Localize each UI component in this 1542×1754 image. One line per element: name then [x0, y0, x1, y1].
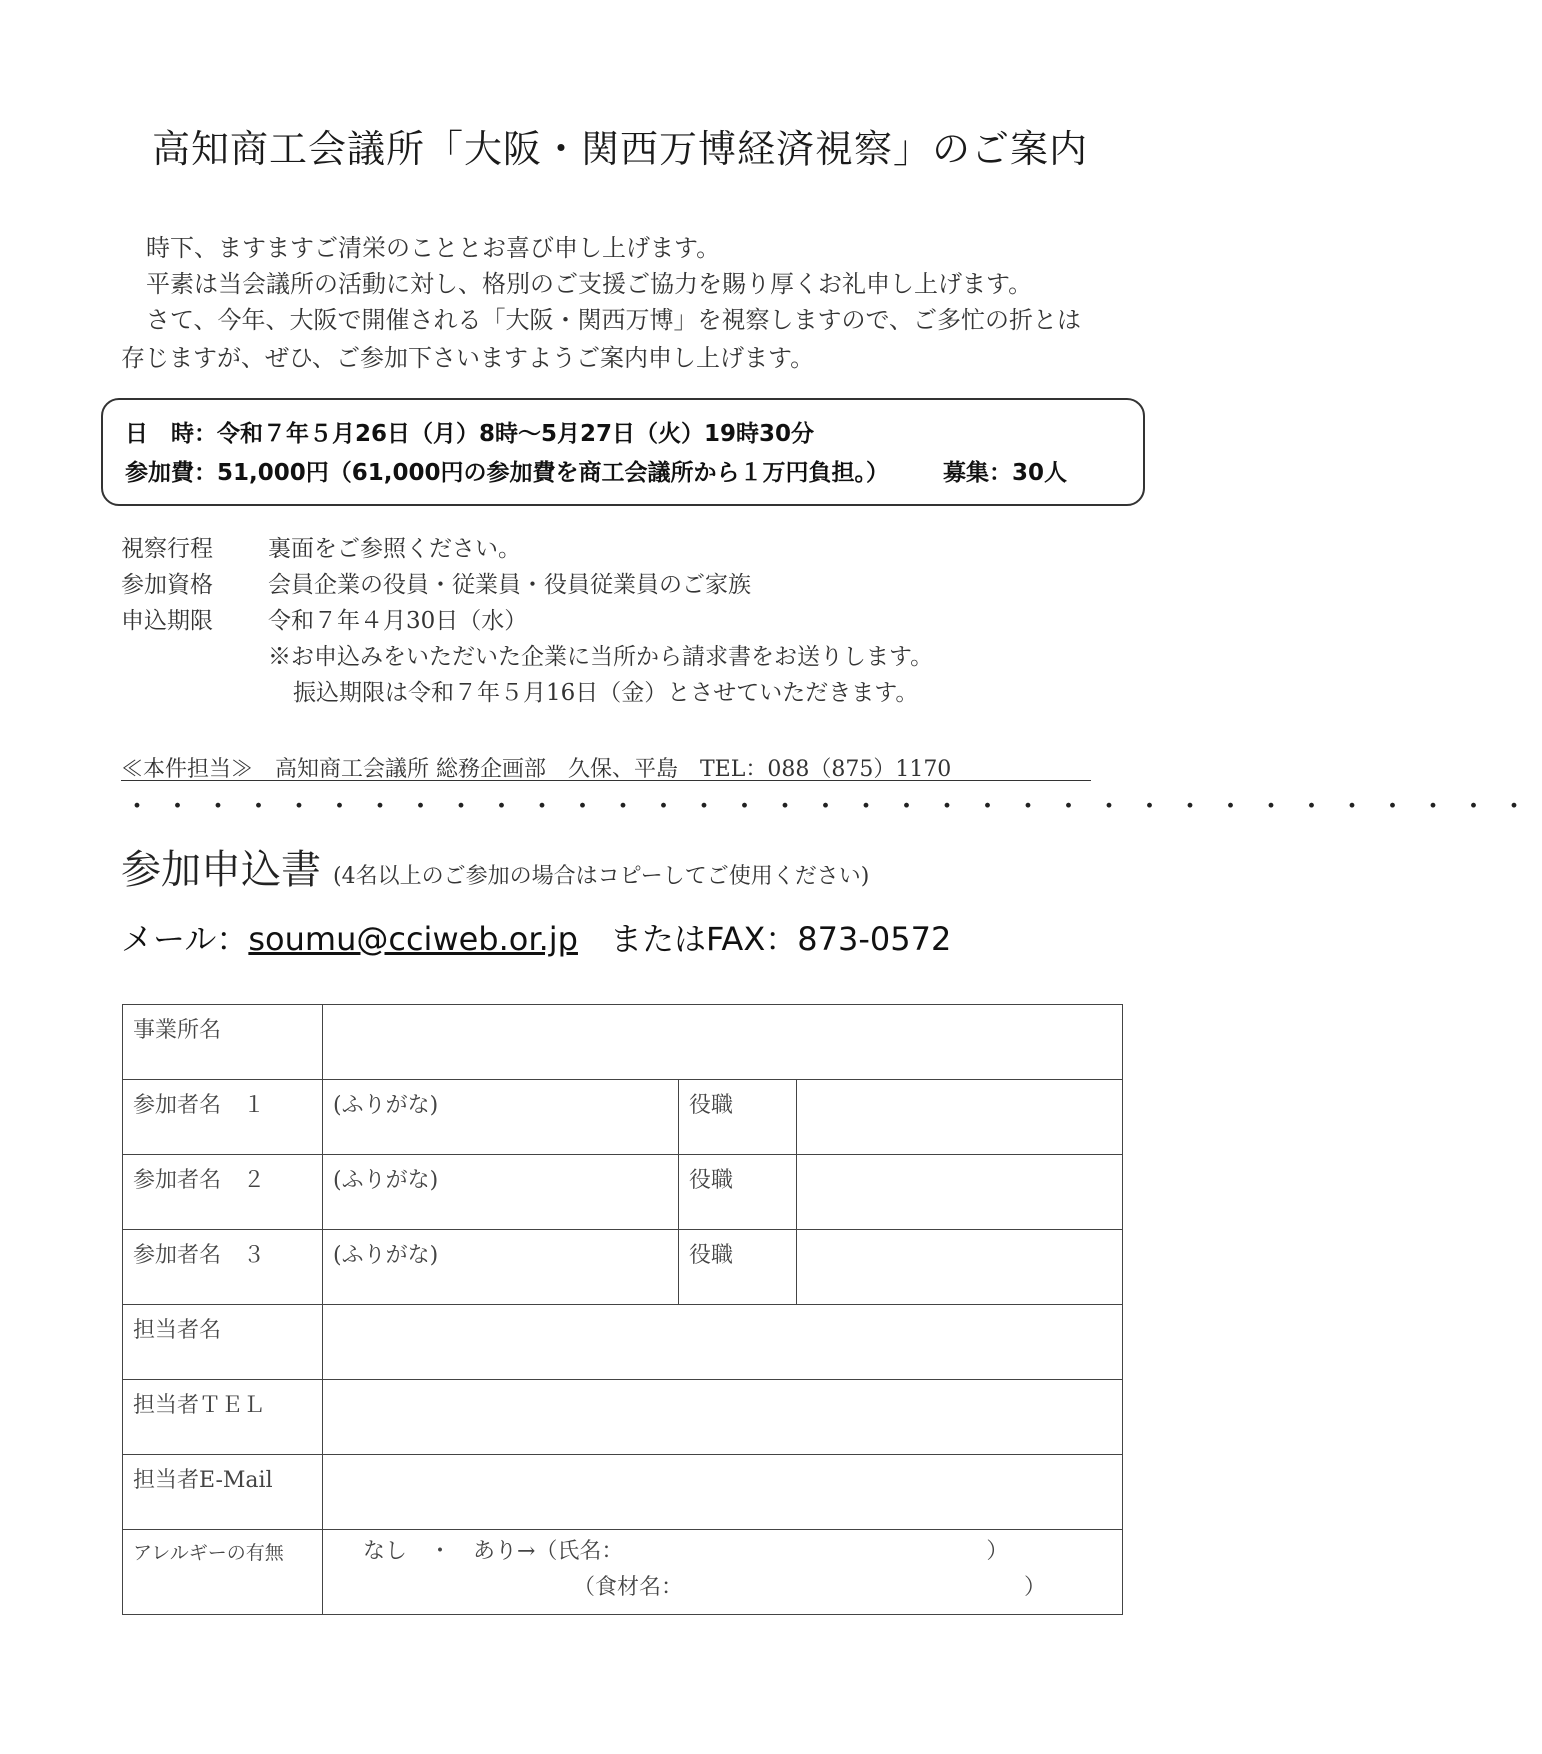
participant-2-label: 参加者名 ２ [123, 1155, 323, 1230]
table-row [123, 1380, 1123, 1455]
event-datetime: 日 時：令和７年５月26日（月）8時～5月27日（火）19時30分 [125, 421, 815, 447]
itinerary-value: 裏面をご参照ください。 [268, 536, 521, 562]
eligibility-value: 会員企業の役員・従業員・役員従業員のご家族 [268, 572, 751, 598]
participant-3-position-field[interactable] [797, 1230, 1123, 1305]
contact-tel-label: 担当者ＴＥＬ [123, 1380, 323, 1455]
position-label: 役職 [679, 1080, 797, 1155]
position-label: 役職 [679, 1230, 797, 1305]
furigana-hint: (ふりがな) [333, 1243, 439, 1268]
participation-fee: 参加費：51,000円（61,000円の参加費を商工会議所から１万円負担。） [125, 460, 890, 486]
furigana-hint: (ふりがな) [333, 1168, 439, 1193]
table-row [123, 1080, 1123, 1155]
fax-number: またはFAX：873-0572 [609, 920, 952, 958]
dotted-separator: ・・・・・・・・・・・・・・・・・・・・・・・・・・・・・・・・・・・ [124, 792, 1542, 822]
table-row [123, 1455, 1123, 1530]
greeting-line-3: さて、今年、大阪で開催される「大阪・関西万博」を視察しますので、ご多忙の折とは [146, 306, 1082, 334]
deadline-label: 申込期限 [121, 608, 213, 634]
greeting-line-4: 存じますが、ぜひ、ご参加下さいますようご案内申し上げます。 [121, 344, 815, 372]
participant-1-name-field[interactable] [323, 1080, 679, 1155]
table-row [123, 1305, 1123, 1380]
contact-info: ≪本件担当≫ 高知商工会議所 総務企画部 久保、平島 TEL：088（875）1170 [121, 757, 952, 782]
participant-2-name-field[interactable] [323, 1155, 679, 1230]
position-label: 役職 [679, 1155, 797, 1230]
mail-label: メール： [121, 920, 249, 958]
contact-person-label: 担当者名 [123, 1305, 323, 1380]
greeting-line-1: 時下、ますますご清栄のこととお喜び申し上げます。 [146, 234, 721, 262]
form-copy-note: (4名以上のご参加の場合はコピーしてご使用ください) [333, 864, 870, 889]
allergy-field[interactable] [323, 1530, 1123, 1615]
email-link[interactable]: soumu@cciweb.or.jp [248, 920, 578, 958]
submission-contact [121, 914, 951, 960]
allergy-food: （食材名： ） [573, 1575, 1047, 1600]
participant-1-position-field[interactable] [797, 1080, 1123, 1155]
summary-box [101, 398, 1145, 506]
allergy-options: なし ・ あり→（氏名： ） [363, 1539, 1009, 1564]
contact-email-field[interactable] [323, 1455, 1123, 1530]
furigana-hint: (ふりがな) [333, 1093, 439, 1118]
payment-deadline-note: 振込期限は令和７年５月16日（金）とさせていただきます。 [293, 680, 919, 706]
itinerary-label: 視察行程 [121, 536, 213, 562]
contact-tel-field[interactable] [323, 1380, 1123, 1455]
table-row [123, 1155, 1123, 1230]
page-title: 高知商工会議所「大阪・関西万博経済視察」のご案内 [151, 127, 1088, 171]
application-form [122, 1004, 1123, 1615]
participant-2-position-field[interactable] [797, 1155, 1123, 1230]
form-heading: 参加申込書 [121, 847, 321, 893]
contact-person-field[interactable] [323, 1305, 1123, 1380]
table-row [123, 1230, 1123, 1305]
invoice-note: ※お申込みをいただいた企業に当所から請求書をお送りします。 [268, 644, 934, 670]
participant-1-label: 参加者名 １ [123, 1080, 323, 1155]
company-field[interactable] [323, 1005, 1123, 1080]
greeting-line-2: 平素は当会議所の活動に対し、格別のご支援ご協力を賜り厚くお礼申し上げます。 [146, 270, 1033, 298]
contact-email-label: 担当者E-Mail [123, 1455, 323, 1530]
company-label: 事業所名 [123, 1005, 323, 1080]
form-title [121, 838, 869, 895]
table-row [123, 1005, 1123, 1080]
allergy-label: アレルギーの有無 [123, 1530, 323, 1615]
contact-underline [121, 780, 1091, 781]
deadline-value: 令和７年４月30日（水） [268, 608, 528, 634]
participant-3-label: 参加者名 ３ [123, 1230, 323, 1305]
table-row [123, 1530, 1123, 1615]
participant-3-name-field[interactable] [323, 1230, 679, 1305]
capacity: 募集：30人 [943, 460, 1068, 486]
eligibility-label: 参加資格 [121, 572, 213, 598]
